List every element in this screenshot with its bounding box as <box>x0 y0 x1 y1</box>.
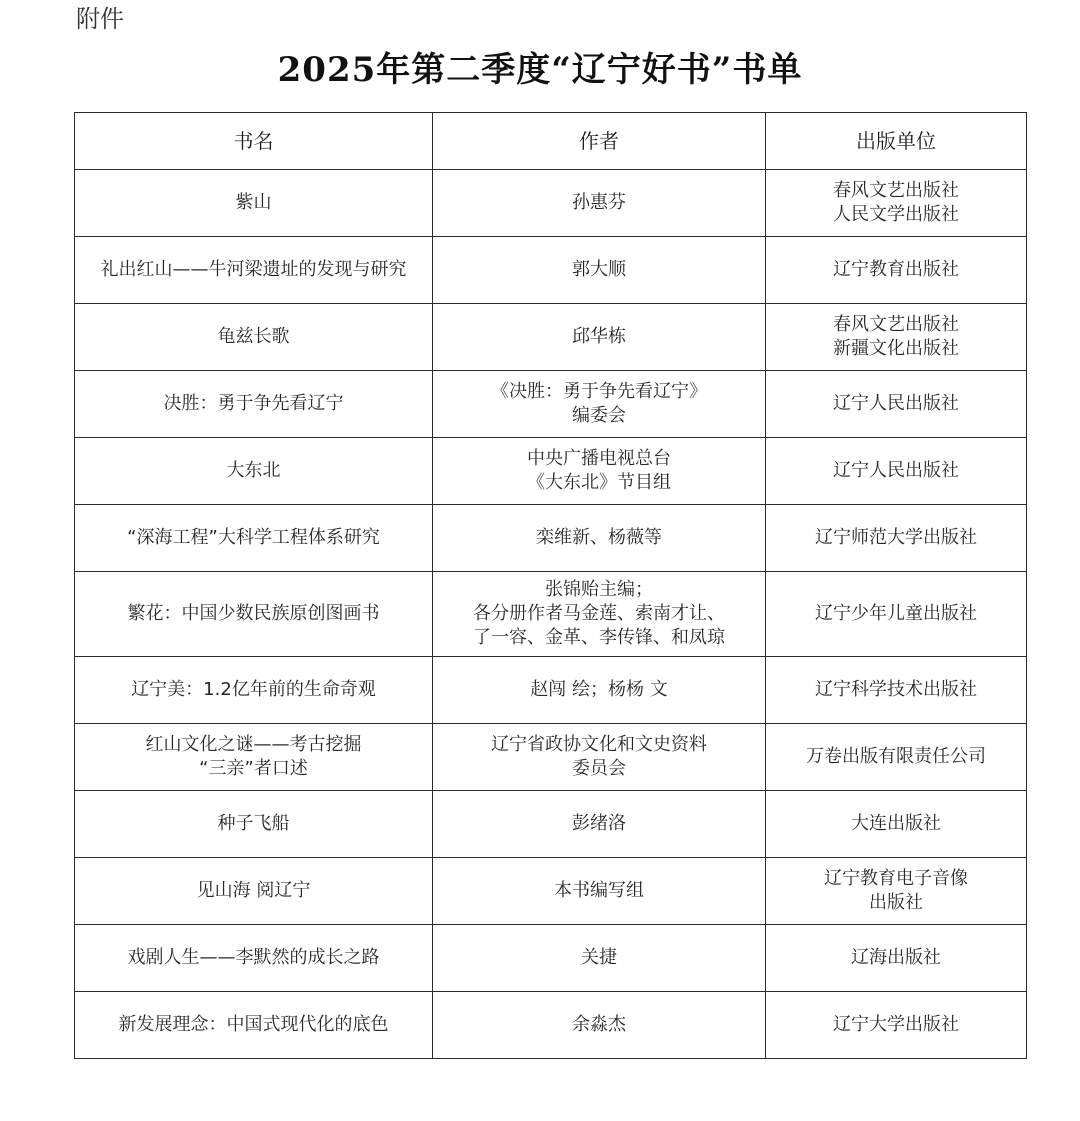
table-row <box>75 237 1027 304</box>
column-header-title: 书名 <box>75 113 433 170</box>
cell-author <box>433 371 766 438</box>
cell-publisher <box>766 858 1027 925</box>
cell-book-title-line: “三亲”者口述 <box>199 758 308 779</box>
cell-publisher-line: 辽宁教育出版社 <box>833 259 959 280</box>
cell-author <box>433 170 766 237</box>
cell-author-line: 中央广播电视总台 <box>527 448 671 469</box>
table-row <box>75 724 1027 791</box>
cell-author <box>433 992 766 1059</box>
cell-book-title <box>75 858 433 925</box>
cell-book-title-line: 红山文化之谜——考古挖掘 <box>145 734 362 755</box>
table-row <box>75 438 1027 505</box>
cell-publisher <box>766 438 1027 505</box>
cell-author <box>433 572 766 657</box>
cell-author-line: 关捷 <box>581 947 617 968</box>
table-row <box>75 170 1027 237</box>
cell-book-title-line: 戏剧人生——李默然的成长之路 <box>127 947 380 968</box>
cell-author-line: 各分册作者马金莲、索南才让、 <box>473 603 725 624</box>
cell-book-title <box>75 657 433 724</box>
table-row <box>75 791 1027 858</box>
cell-publisher-line: 辽宁师范大学出版社 <box>815 527 977 548</box>
cell-author <box>433 791 766 858</box>
cell-book-title <box>75 505 433 572</box>
cell-author-line: 彭绪洛 <box>572 813 626 834</box>
cell-publisher <box>766 572 1027 657</box>
cell-publisher-line: 辽宁大学出版社 <box>833 1014 959 1035</box>
cell-author <box>433 505 766 572</box>
cell-book-title-line: 种子飞船 <box>217 813 290 834</box>
cell-publisher-line: 辽宁教育电子音像 <box>824 868 968 889</box>
table-body <box>75 170 1027 1059</box>
cell-author <box>433 304 766 371</box>
cell-book-title <box>75 170 433 237</box>
cell-author <box>433 237 766 304</box>
cell-author-line: 郭大顺 <box>572 259 626 280</box>
column-header-author: 作者 <box>433 113 766 170</box>
cell-publisher-line: 辽宁人民出版社 <box>833 460 959 481</box>
cell-author-line: 栾维新、杨薇等 <box>536 527 662 548</box>
table-row <box>75 572 1027 657</box>
cell-publisher-line: 辽海出版社 <box>851 947 941 968</box>
cell-publisher <box>766 170 1027 237</box>
cell-book-title-line: 繁花：中国少数民族原创图画书 <box>127 603 380 624</box>
attachment-label: 附件 <box>76 5 124 33</box>
cell-publisher <box>766 925 1027 992</box>
cell-author-line: 编委会 <box>572 405 626 426</box>
cell-author-line: 了一容、金革、李传锋、和凤琼 <box>473 627 725 648</box>
cell-book-title-line: 紫山 <box>235 192 272 213</box>
cell-book-title-line: 决胜：勇于争先看辽宁 <box>163 393 344 414</box>
cell-publisher-line: 人民文学出版社 <box>833 204 959 225</box>
cell-book-title-line: 见山海 阅辽宁 <box>196 880 311 901</box>
cell-book-title <box>75 791 433 858</box>
cell-publisher-line: 辽宁少年儿童出版社 <box>815 603 977 624</box>
cell-book-title <box>75 572 433 657</box>
cell-publisher-line: 万卷出版有限责任公司 <box>806 746 986 767</box>
cell-publisher <box>766 724 1027 791</box>
cell-book-title <box>75 992 433 1059</box>
cell-publisher <box>766 505 1027 572</box>
cell-publisher-line: 辽宁科学技术出版社 <box>815 679 977 700</box>
cell-book-title-line: 大东北 <box>226 460 281 481</box>
table-row <box>75 505 1027 572</box>
cell-author-line: 孙惠芬 <box>572 192 626 213</box>
cell-book-title <box>75 724 433 791</box>
cell-publisher-line: 新疆文化出版社 <box>833 338 959 359</box>
cell-publisher <box>766 237 1027 304</box>
cell-author <box>433 438 766 505</box>
cell-book-title <box>75 438 433 505</box>
cell-publisher-line: 出版社 <box>869 892 923 913</box>
cell-author <box>433 925 766 992</box>
cell-author-line: 《大东北》节目组 <box>527 472 671 493</box>
cell-author-line: 张锦贻主编； <box>545 579 653 600</box>
column-header-publisher: 出版单位 <box>766 113 1027 170</box>
cell-author-line: 邱华栋 <box>572 326 626 347</box>
table-row <box>75 925 1027 992</box>
table-row <box>75 371 1027 438</box>
cell-author-line: 《决胜：勇于争先看辽宁》 <box>491 381 707 402</box>
cell-author-line: 本书编写组 <box>554 880 644 901</box>
cell-author <box>433 858 766 925</box>
cell-author-line: 委员会 <box>572 758 626 779</box>
cell-publisher-line: 春风文艺出版社 <box>833 314 959 335</box>
cell-publisher-line: 大连出版社 <box>851 813 941 834</box>
cell-book-title-line: “深海工程”大科学工程体系研究 <box>127 527 380 548</box>
cell-author-line: 余淼杰 <box>572 1014 626 1035</box>
table-row <box>75 304 1027 371</box>
table-header-row <box>75 113 1027 170</box>
cell-publisher <box>766 304 1027 371</box>
page-title: 2025年第二季度“辽宁好书”书单 <box>277 50 803 90</box>
cell-book-title <box>75 304 433 371</box>
cell-book-title <box>75 925 433 992</box>
cell-author-line: 赵闯 绘；杨杨 文 <box>530 679 668 700</box>
cell-book-title <box>75 371 433 438</box>
table-row <box>75 992 1027 1059</box>
cell-publisher-line: 春风文艺出版社 <box>833 180 959 201</box>
cell-book-title <box>75 237 433 304</box>
cell-book-title-line: 龟兹长歌 <box>217 326 290 347</box>
cell-author <box>433 724 766 791</box>
cell-book-title-line: 辽宁美：1.2亿年前的生命奇观 <box>131 679 376 700</box>
table-row <box>75 657 1027 724</box>
cell-book-title-line: 礼出红山——牛河梁遗址的发现与研究 <box>100 259 407 280</box>
cell-publisher-line: 辽宁人民出版社 <box>833 393 959 414</box>
cell-book-title-line: 新发展理念：中国式现代化的底色 <box>118 1014 389 1035</box>
book-list-table <box>74 112 1027 1059</box>
cell-author-line: 辽宁省政协文化和文史资料 <box>491 734 707 755</box>
cell-publisher <box>766 371 1027 438</box>
cell-publisher <box>766 657 1027 724</box>
table-row <box>75 858 1027 925</box>
cell-author <box>433 657 766 724</box>
cell-publisher <box>766 992 1027 1059</box>
cell-publisher <box>766 791 1027 858</box>
